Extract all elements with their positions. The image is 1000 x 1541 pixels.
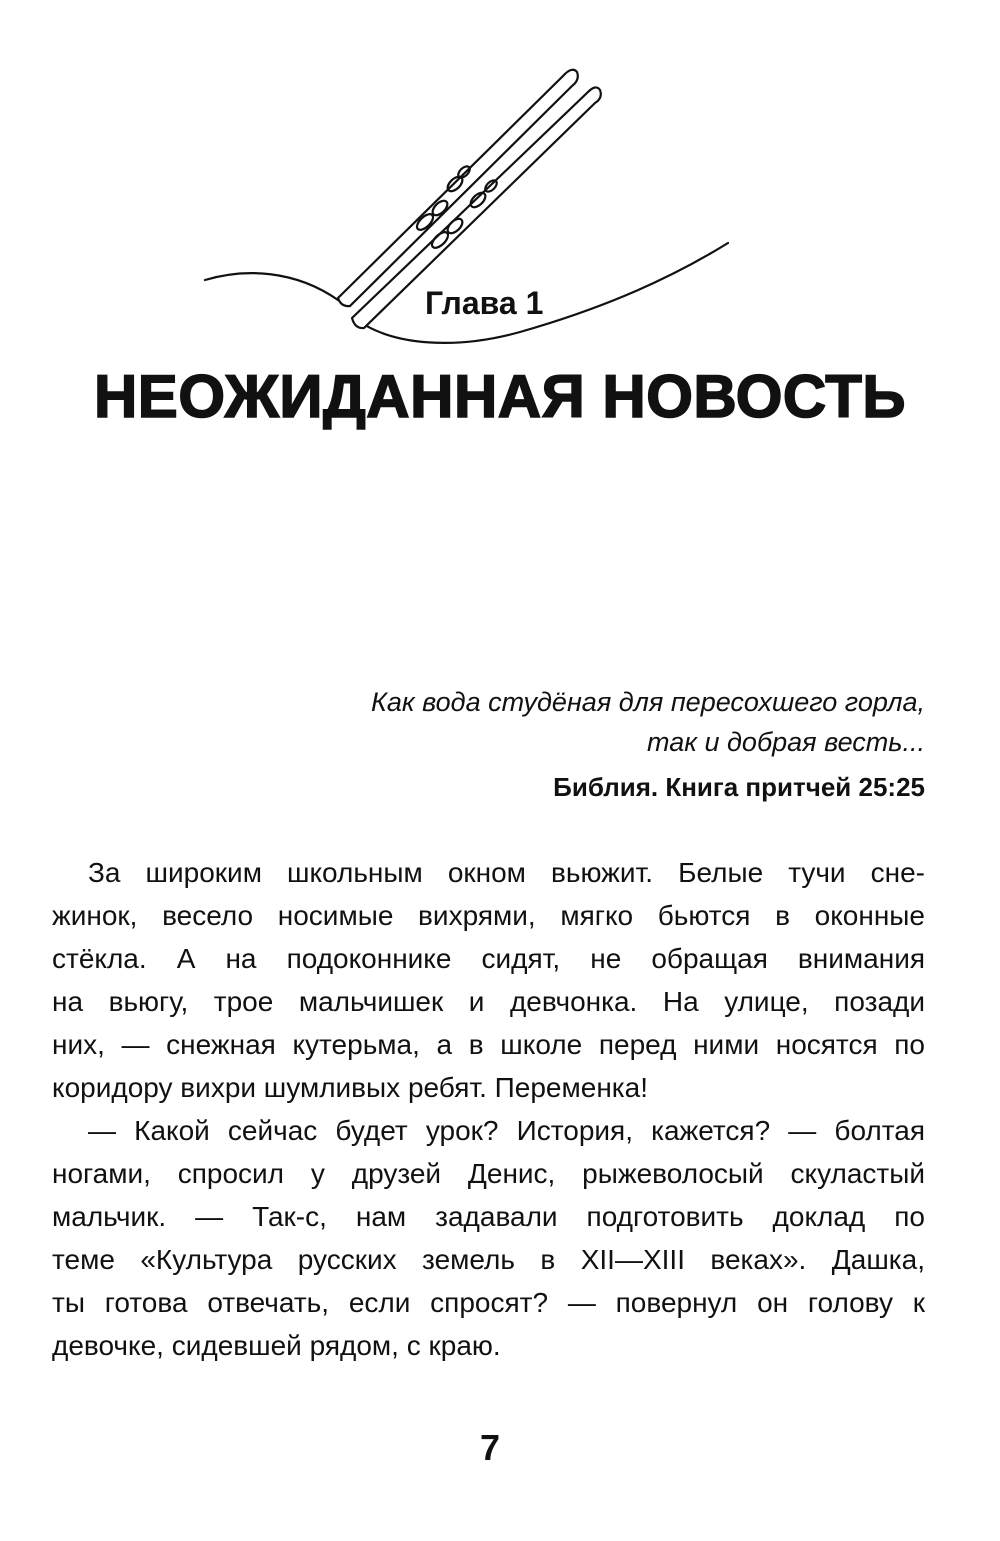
body-line: на вьюгу, трое мальчишек и девчонка. На улице, позади <box>52 986 925 1017</box>
body-line: мальчик. — Так-с, нам задавали подготовить доклад по <box>52 1201 925 1232</box>
chapter-label: Глава 1 <box>425 285 544 321</box>
body-line: них, — снежная кутерьма, а в школе перед ними носятся по <box>52 1029 925 1060</box>
epigraph-line: Как вода студёная для пересохшего горла, <box>370 687 925 717</box>
body-line: коридору вихри шумливых ребят. Переменка! <box>52 1072 648 1103</box>
body-line: За широким школьным окном вьюжит. Белые тучи сне- <box>88 857 925 888</box>
body-line: — Какой сейчас будет урок? История, кажется? — болтая <box>88 1115 925 1146</box>
body-line: девочке, сидевшей рядом, с краю. <box>52 1330 501 1361</box>
chapter-title: НЕОЖИДАННАЯ НОВОСТЬ <box>93 363 907 430</box>
body-line: ты готова отвечать, если спросят? — повернул он голову к <box>52 1287 925 1318</box>
body-line: ногами, спросил у друзей Денис, рыжеволосый скуластый <box>52 1158 925 1189</box>
epigraph-source: Библия. Книга притчей 25:25 <box>553 772 925 802</box>
body-line: теме «Культура русских земель в XII—XIII веках». Дашка, <box>52 1244 925 1275</box>
epigraph-line: так и добрая весть... <box>647 727 925 757</box>
snow-line-left <box>205 273 338 300</box>
body-text <box>52 851 925 1367</box>
page-number: 7 <box>479 1427 501 1468</box>
body-line: жинок, весело носимые вихрями, мягко бьются в оконные <box>52 900 925 931</box>
body-line: стёкла. А на подоконнике сидят, не обращая внимания <box>52 943 925 974</box>
